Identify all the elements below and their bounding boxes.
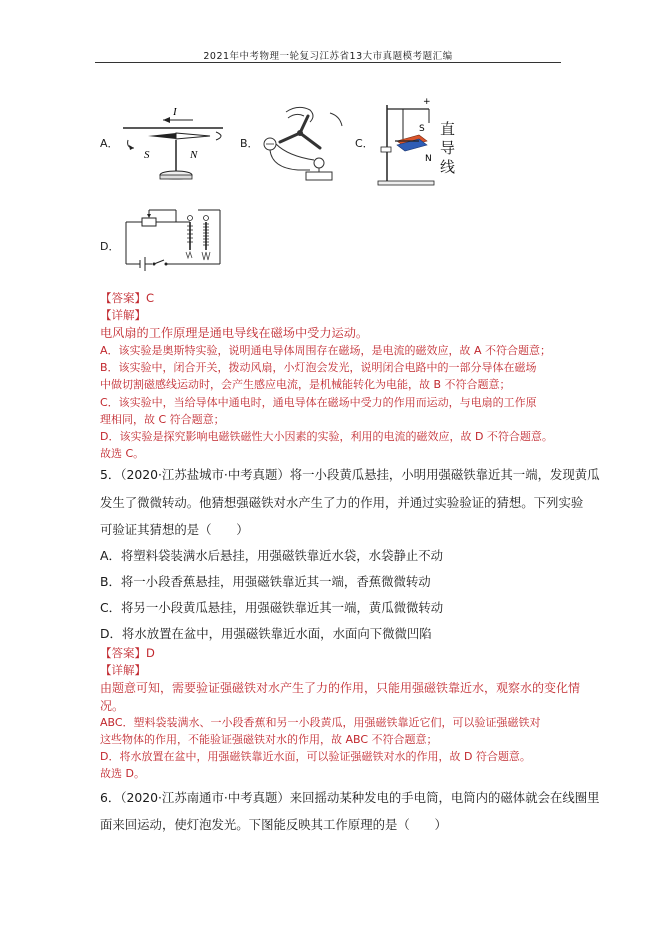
q4-answer-tag: 【答案】C [100, 291, 155, 305]
figure-c-label: C． [355, 137, 374, 150]
figure-d-label: D． [100, 240, 120, 253]
q5-option-c: C．将另一小段黄瓜悬挂，用强磁铁靠近其一端，黄瓜微微转动 [100, 600, 444, 615]
q4-explanation-line-2: A．该实验是奥斯特实验，说明通电导体周围存在磁场，是电流的磁效应，故 A 不符合题意； [100, 344, 552, 357]
q5-stem-line-3: 可验证其猜想的是（ ） [100, 522, 249, 537]
q4-explanation-line-7: D．该实验是探究影响电磁铁磁性大小因素的实验，利用的电流的磁效应，故 D 不符合题意。 [100, 430, 553, 443]
svg-text:S: S [419, 124, 425, 134]
q4-explanation-line-6: 理相同，故 C 符合题意； [100, 413, 225, 426]
page-header: 2021年中考物理一轮复习江苏省13大市真题模考题汇编 [203, 51, 453, 62]
q5-stem-line-2: 发生了微微转动。他猜想强磁铁对水产生了力的作用，并通过实验验证的猜想。下列实验 [100, 495, 584, 510]
header-rule [95, 62, 561, 63]
q4-explanation-line-5: C．该实验中，当给导体中通电时，通电导体在磁场中受力的作用而运动，与电扇的工作原 [100, 396, 537, 409]
q5-explanation-line-3: ABC．塑料袋装满水、一小段香蕉和另一小段黄瓜，用强磁铁靠近它们，可以验证强磁铁对 [100, 716, 541, 729]
figure-b-label: B． [240, 137, 259, 150]
svg-text:S: S [144, 149, 150, 161]
figure-a-label: A． [100, 137, 119, 150]
current-label: I [173, 106, 177, 118]
svg-text:N: N [190, 149, 198, 161]
q5-option-a: A．将塑料袋装满水后悬挂，用强磁铁靠近水袋，水袋静止不动 [100, 548, 444, 563]
q5-explanation-line-1: 由题意可知，需要验证强磁铁对水产生了力的作用，只能用强磁铁靠近水，观察水的变化情 [100, 681, 581, 695]
figure-b-fan-generator [258, 98, 353, 190]
q5-option-d: D．将水放置在盆中，用强磁铁靠近水面，水面向下微微凹陷 [100, 626, 432, 641]
svg-text:N: N [425, 154, 432, 164]
straight-wire-label: 直 导 线 [440, 120, 456, 176]
q4-explanation-line-4: 中做切割磁感线运动时，会产生感应电流，是机械能转化为电能，故 B 不符合题意； [100, 378, 511, 391]
q5-explanation-line-6: 故选 D。 [100, 767, 145, 780]
q4-explanation-line-3: B．该实验中，闭合开关，拨动风扇，小灯泡会发光，说明闭合电路中的一部分导体在磁场 [100, 361, 537, 374]
q5-explanation-line-2: 况。 [100, 699, 125, 713]
q5-explanation-line-4: 这些物体的作用，不能验证强磁铁对水的作用，故 ABC 不符合题意； [100, 733, 438, 746]
figure-d-electromagnet-circuit [118, 200, 228, 282]
q4-detail-tag: 【详解】 [100, 308, 146, 322]
q4-explanation-line-8: 故选 C。 [100, 447, 145, 460]
q4-explanation-line-1: 电风扇的工作原理是通电导线在磁场中受力运动。 [100, 326, 369, 340]
q5-stem-line-1: 5．（2020·江苏盐城市·中考真题）将一小段黄瓜悬挂，小明用强磁铁靠近其一端，发现黄瓜 [100, 467, 600, 482]
figure-a-oersted [118, 100, 233, 185]
svg-text:+: + [423, 97, 431, 107]
q5-answer-tag: 【答案】D [100, 646, 155, 660]
q5-detail-tag: 【详解】 [100, 663, 146, 677]
q5-explanation-line-5: D．将水放置在盆中，用强磁铁靠近水面，可以验证强磁铁对水的作用，故 D 符合题意。 [100, 750, 531, 763]
q6-stem-line-2: 面来回运动，使灯泡发光。下图能反映其工作原理的是（ ） [100, 817, 447, 832]
q6-stem-line-1: 6．（2020·江苏南通市·中考真题）来回摇动某种发电的手电筒，电筒内的磁体就会在线圈里 [100, 790, 600, 805]
q5-option-b: B．将一小段香蕉悬挂，用强磁铁靠近其一端，香蕉微微转动 [100, 574, 431, 589]
